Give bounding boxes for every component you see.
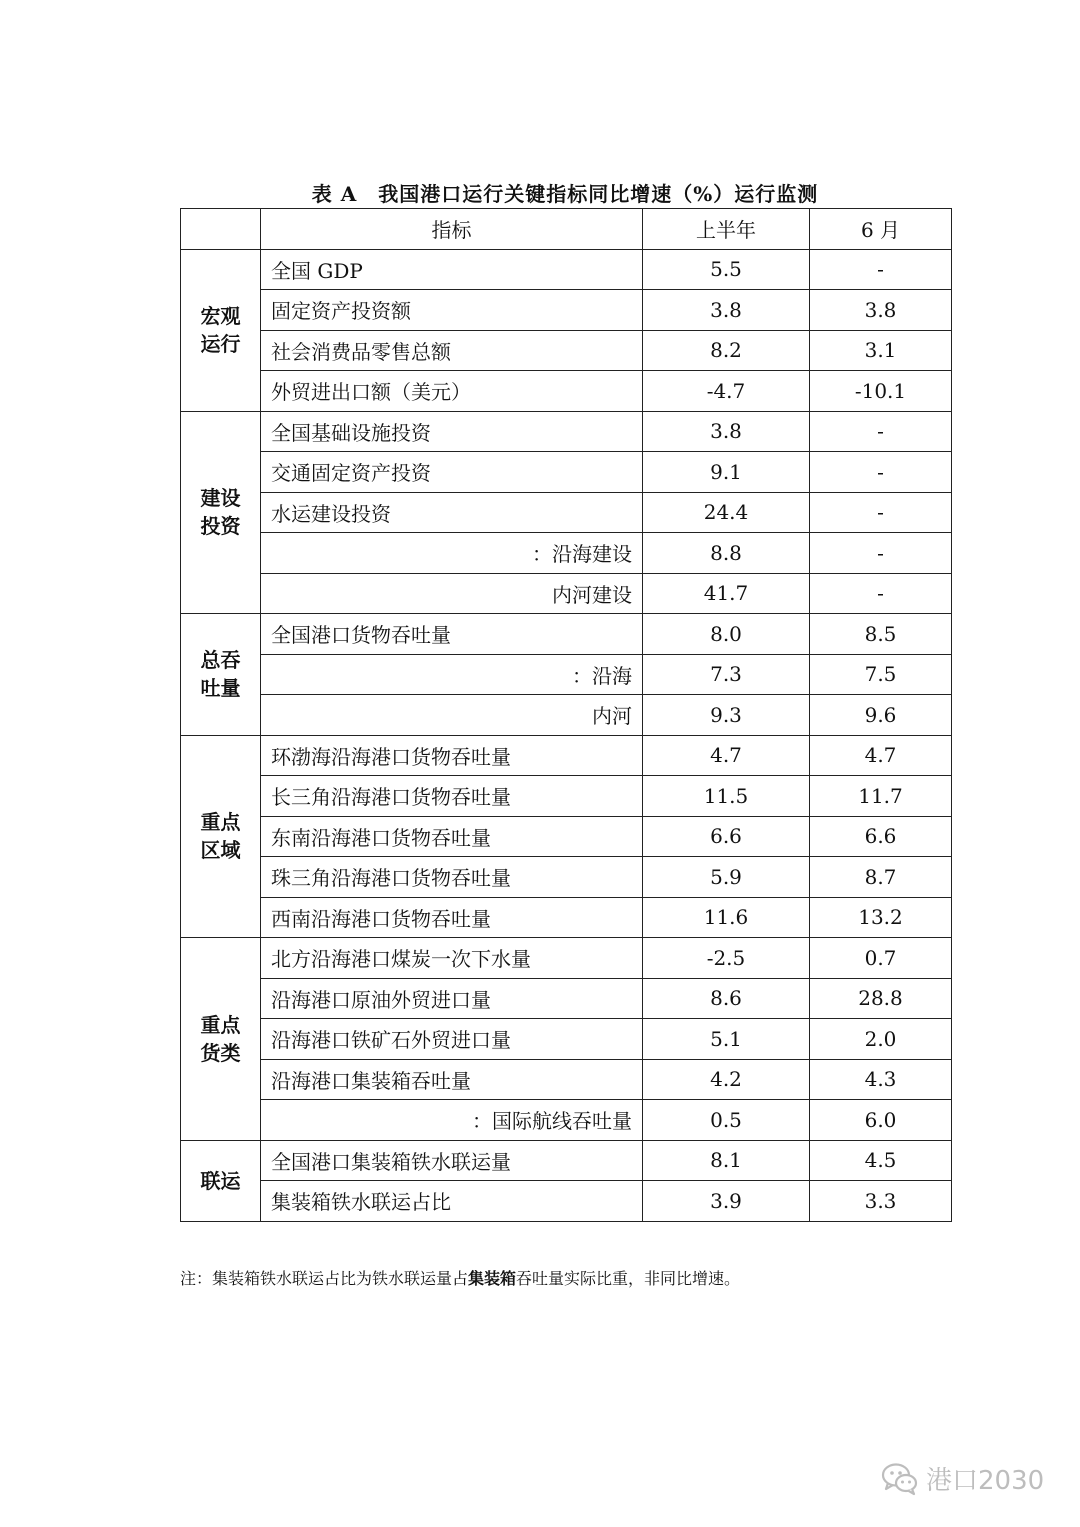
row-h1-value: 3.8 (643, 290, 810, 331)
table-row (181, 1100, 952, 1141)
row-name: 内河建设 (261, 573, 643, 614)
watermark (880, 1458, 1044, 1498)
row-h1-value: 24.4 (643, 492, 810, 533)
row-name: 外贸进出口额（美元） (261, 371, 643, 412)
table-row (181, 1019, 952, 1060)
row-h1-value: 8.1 (643, 1140, 810, 1181)
row-june-value: 4.7 (810, 735, 952, 776)
row-name: 东南沿海港口货物吞吐量 (261, 816, 643, 857)
row-name: 全国基础设施投资 (261, 411, 643, 452)
row-name: 北方沿海港口煤炭一次下水量 (261, 938, 643, 979)
row-june-value: 9.6 (810, 695, 952, 736)
group-label-line: 重点 (200, 1012, 241, 1037)
group-label-line: 区域 (200, 838, 241, 863)
group-label-construction (181, 411, 261, 614)
group-label-line: 宏观 (200, 304, 241, 328)
row-h1-value: 9.3 (643, 695, 810, 736)
watermark-text: 港口2030 (926, 1465, 1045, 1496)
row-h1-value: 8.6 (643, 978, 810, 1019)
group-label-line: 吐量 (200, 676, 241, 701)
row-h1-value: 4.7 (643, 735, 810, 776)
row-h1-value: -4.7 (643, 371, 810, 412)
row-h1-value: 5.5 (643, 249, 810, 290)
row-name: 全国港口货物吞吐量 (261, 614, 643, 655)
row-h1-value: 11.5 (643, 776, 810, 817)
row-june-value: 4.5 (810, 1140, 952, 1181)
row-june-value: 3.3 (810, 1181, 952, 1222)
row-h1-value: 4.2 (643, 1059, 810, 1100)
row-june-value: - (810, 533, 952, 574)
table-row (181, 614, 952, 655)
header-june: 6 月 (810, 209, 952, 250)
row-june-value: 8.5 (810, 614, 952, 655)
footnote-text-2: 吞吐量实际比重，非同比增速。 (516, 1269, 741, 1288)
row-june-value: - (810, 573, 952, 614)
table-row (181, 371, 952, 412)
group-label-line: 投资 (200, 514, 241, 539)
row-name: 水运建设投资 (261, 492, 643, 533)
row-h1-value: 6.6 (643, 816, 810, 857)
table-row (181, 411, 952, 452)
table-row (181, 897, 952, 938)
group-label-line: 重点 (200, 810, 241, 835)
table-row (181, 249, 952, 290)
row-name: 西南沿海港口货物吞吐量 (261, 897, 643, 938)
row-h1-value: 0.5 (643, 1100, 810, 1141)
group-label-intermodal (181, 1140, 261, 1221)
row-june-value: - (810, 411, 952, 452)
row-name: ：沿海 (261, 654, 643, 695)
table-footnote (180, 1266, 740, 1289)
row-name: 环渤海沿海港口货物吞吐量 (261, 735, 643, 776)
group-label-line: 货类 (200, 1040, 241, 1065)
row-june-value: 7.5 (810, 654, 952, 695)
row-june-value: 2.0 (810, 1019, 952, 1060)
row-june-value: 6.0 (810, 1100, 952, 1141)
header-blank-cell (181, 209, 261, 250)
group-label-line: 总吞 (200, 648, 241, 673)
row-june-value: 0.7 (810, 938, 952, 979)
table-header-row (181, 209, 952, 250)
table-row (181, 654, 952, 695)
row-name: 沿海港口原油外贸进口量 (261, 978, 643, 1019)
table-row (181, 1059, 952, 1100)
row-name: 沿海港口铁矿石外贸进口量 (261, 1019, 643, 1060)
row-june-value: - (810, 249, 952, 290)
row-h1-value: 3.9 (643, 1181, 810, 1222)
group-label-throughput (181, 614, 261, 736)
table-row (181, 330, 952, 371)
row-name: 内河 (261, 695, 643, 736)
row-june-value: 4.3 (810, 1059, 952, 1100)
group-label-cargo (181, 938, 261, 1141)
row-june-value: 6.6 (810, 816, 952, 857)
row-h1-value: 3.8 (643, 411, 810, 452)
row-june-value: 3.1 (810, 330, 952, 371)
group-label-line: 联运 (200, 1168, 241, 1193)
row-h1-value: 5.1 (643, 1019, 810, 1060)
header-indicator: 指标 (261, 209, 643, 250)
row-june-value: 28.8 (810, 978, 952, 1019)
row-name: 固定资产投资额 (261, 290, 643, 331)
group-label-region (181, 735, 261, 938)
row-name: 长三角沿海港口货物吞吐量 (261, 776, 643, 817)
row-h1-value: 8.2 (643, 330, 810, 371)
group-label-line: 运行 (200, 332, 241, 356)
row-name: 集装箱铁水联运占比 (261, 1181, 643, 1222)
row-june-value: 13.2 (810, 897, 952, 938)
table-row (181, 290, 952, 331)
table-row (181, 1140, 952, 1181)
group-label-macro (181, 249, 261, 411)
row-name: 全国港口集装箱铁水联运量 (261, 1140, 643, 1181)
table-title: 表 A 我国港口运行关键指标同比增速（%）运行监测 (311, 182, 819, 206)
row-name: 沿海港口集装箱吞吐量 (261, 1059, 643, 1100)
row-h1-value: 7.3 (643, 654, 810, 695)
row-h1-value: -2.5 (643, 938, 810, 979)
row-name: 珠三角沿海港口货物吞吐量 (261, 857, 643, 898)
row-june-value: 3.8 (810, 290, 952, 331)
row-name: 交通固定资产投资 (261, 452, 643, 493)
table-row (181, 452, 952, 493)
row-name: 全国 GDP (261, 249, 643, 290)
row-name: ：沿海建设 (261, 533, 643, 574)
row-h1-value: 8.8 (643, 533, 810, 574)
table-row (181, 857, 952, 898)
row-june-value: -10.1 (810, 371, 952, 412)
row-h1-value: 5.9 (643, 857, 810, 898)
table-row (181, 573, 952, 614)
row-h1-value: 9.1 (643, 452, 810, 493)
row-june-value: - (810, 452, 952, 493)
row-h1-value: 11.6 (643, 897, 810, 938)
row-june-value: 11.7 (810, 776, 952, 817)
row-name: 社会消费品零售总额 (261, 330, 643, 371)
footnote-text-1: 注：集装箱铁水联运占比为铁水联运量占 (180, 1269, 469, 1288)
row-june-value: 8.7 (810, 857, 952, 898)
indicator-table (180, 208, 952, 1222)
table-row (181, 938, 952, 979)
table-row (181, 816, 952, 857)
footnote-bold-text: 集装箱 (468, 1269, 517, 1288)
row-june-value: - (810, 492, 952, 533)
table-row (181, 1181, 952, 1222)
wechat-icon (880, 1458, 920, 1498)
row-h1-value: 8.0 (643, 614, 810, 655)
row-h1-value: 41.7 (643, 573, 810, 614)
table-row (181, 776, 952, 817)
group-label-line: 建设 (200, 486, 241, 511)
table-row (181, 492, 952, 533)
table-row (181, 978, 952, 1019)
table-row (181, 695, 952, 736)
header-first-half: 上半年 (643, 209, 810, 250)
table-row (181, 533, 952, 574)
row-name: ：国际航线吞吐量 (261, 1100, 643, 1141)
table-row (181, 735, 952, 776)
